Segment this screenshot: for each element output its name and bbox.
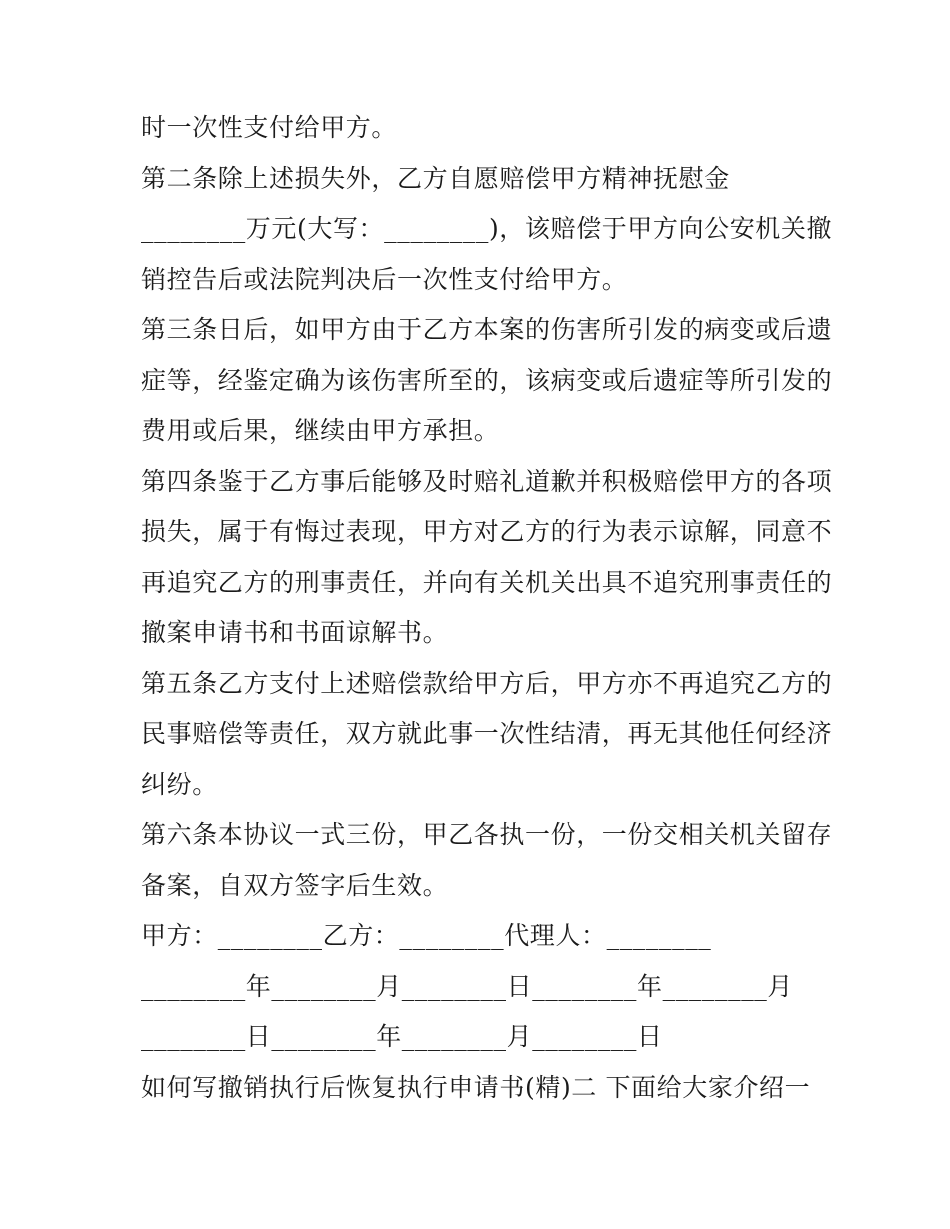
- text-line: ________万元(大写：________)，该赔偿于甲方向公安机关撤: [141, 214, 833, 243]
- text-line: 第三条日后，如甲方由于乙方本案的伤害所引发的病变或后遗: [141, 315, 833, 344]
- text-line: 销控告后或法院判决后一次性支付给甲方。: [141, 264, 628, 294]
- text-line: 时一次性支付给甲方。: [141, 113, 398, 142]
- document-body: [141, 103, 833, 1113]
- text-line: 再追究乙方的刑事责任，并向有关机关出具不追究刑事责任的: [141, 567, 833, 597]
- date-line: ________年________月________日________年________月: [141, 971, 794, 1001]
- text-line: 纠纷。: [141, 769, 218, 799]
- text-line: 症等，经鉴定确为该伤害所至的，该病变或后遗症等所引发的: [141, 365, 833, 395]
- signature-line: 甲方：________乙方：________代理人：________: [141, 921, 712, 950]
- text-line: 第二条除上述损失外，乙方自愿赔偿甲方精神抚慰金: [141, 163, 730, 193]
- text-line: 损失，属于有悔过表现，甲方对乙方的行为表示谅解，同意不: [141, 517, 833, 546]
- text-line: 第六条本协议一式三份，甲乙各执一份，一份交相关机关留存: [141, 820, 833, 849]
- text-line: 第五条乙方支付上述赔偿款给甲方后，甲方亦不再追究乙方的: [141, 668, 833, 698]
- text-line: 第四条鉴于乙方事后能够及时赔礼道歉并积极赔偿甲方的各项: [141, 466, 833, 496]
- date-line: ________日________年________月________日: [141, 1022, 663, 1051]
- text-line: 费用或后果，继续由甲方承担。: [141, 416, 500, 445]
- text-line: 撤案申请书和书面谅解书。: [141, 618, 449, 647]
- text-line: 如何写撤销执行后恢复执行申请书(精)二 下面给大家介绍一: [141, 1072, 811, 1102]
- text-line: 备案，自双方签字后生效。: [141, 870, 449, 900]
- text-line: 民事赔偿等责任，双方就此事一次性结清，再无其他任何经济: [141, 719, 833, 748]
